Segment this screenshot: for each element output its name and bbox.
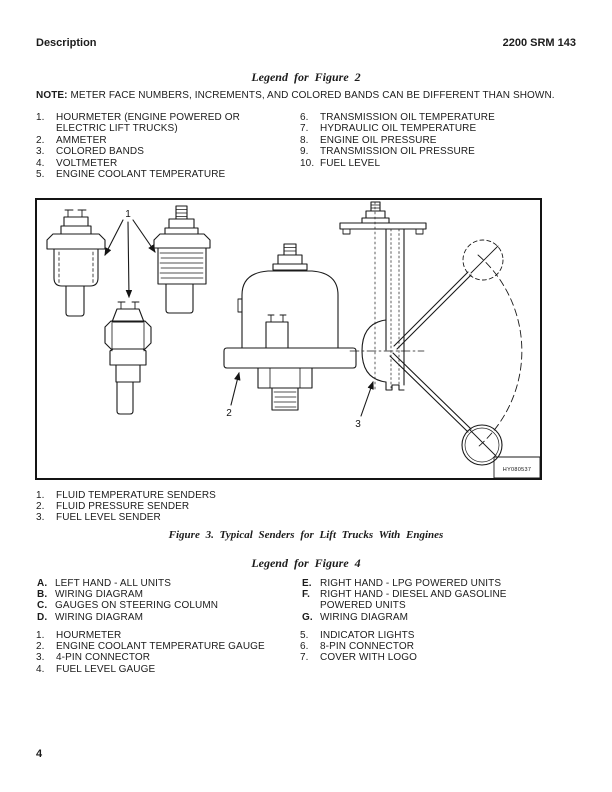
temp-sender-threaded-drawing	[154, 206, 210, 313]
temp-sender-left-drawing	[47, 210, 105, 316]
callout-3-label: 3	[355, 419, 361, 430]
note-line	[36, 90, 584, 101]
header-doc-number: 2200 SRM 143	[502, 37, 576, 49]
legend-item: A. LEFT HAND - ALL UNITS	[37, 578, 172, 589]
legend-item: 7. COVER WITH LOGO	[300, 652, 418, 664]
legend4-numbered-right	[300, 630, 530, 664]
legend-item: 3. COLORED BANDS	[36, 146, 144, 158]
legend-item: 2. AMMETER	[36, 134, 107, 146]
legend2-list-right	[300, 112, 532, 169]
page-number: 4	[36, 748, 43, 760]
legend2-title: Legend for Figure 2	[251, 70, 361, 84]
legend-item: 2. ENGINE COOLANT TEMPERATURE GAUGE	[36, 641, 265, 653]
legend-item: 5. INDICATOR LIGHTS	[300, 630, 415, 641]
legend-item: D. WIRING DIAGRAM	[37, 611, 144, 623]
legend-item: 6. 8-PIN CONNECTOR	[300, 641, 415, 653]
legend-item: 1. FLUID TEMPERATURE SENDERS	[36, 490, 216, 501]
image-code-text: HY080537	[502, 467, 532, 473]
header-section-title: Description	[36, 37, 97, 49]
callout-1-label: 1	[125, 209, 131, 220]
legend4-title: Legend for Figure 4	[251, 556, 361, 570]
legend-item: 4. FUEL LEVEL GAUGE	[36, 663, 156, 675]
legend-item: 1. HOURMETER (ENGINE POWERED OR ELECTRIC LIFT TRUCKS)	[36, 112, 240, 135]
senders-line-art	[37, 200, 540, 478]
page-header	[36, 37, 576, 49]
note-label: NOTE:	[36, 90, 68, 101]
callout-2-arrow	[231, 373, 239, 405]
legend-item: E. RIGHT HAND - LPG POWERED UNITS	[302, 578, 502, 589]
figure3-caption: Figure 3. Typical Senders for Lift Trucks With Engines	[168, 529, 444, 541]
legend-item: G. WIRING DIAGRAM	[302, 611, 409, 623]
legend4-numbered-left	[36, 630, 286, 675]
callout-3-arrow	[361, 382, 373, 416]
legend-item: C. GAUGES ON STEERING COLUMN	[37, 600, 219, 612]
note-text: METER FACE NUMBERS, INCREMENTS, AND COLORED BANDS CAN BE DIFFERENT THAN SHOWN.	[70, 90, 555, 101]
legend2-list-left	[36, 112, 257, 180]
temp-sender-center-drawing	[105, 302, 151, 414]
legend-item: 3. FUEL LEVEL SENDER	[36, 511, 161, 523]
legend-item: 8. ENGINE OIL PRESSURE	[300, 134, 437, 146]
legend-item: F. RIGHT HAND - DIESEL AND GASOLINE POWERED UNITS	[302, 589, 507, 612]
callout-2-label: 2	[226, 408, 232, 419]
legend-item: 9. TRANSMISSION OIL PRESSURE	[300, 146, 475, 158]
legend-item: 1. HOURMETER	[36, 630, 122, 641]
legend4-lettered-left	[37, 578, 277, 623]
legend-item: 5. ENGINE COOLANT TEMPERATURE	[36, 169, 226, 181]
legend-item: 4. VOLTMETER	[36, 157, 118, 169]
figure3-image	[35, 198, 542, 480]
figure3-legend-list	[36, 491, 336, 523]
pressure-sender-drawing	[224, 244, 356, 410]
legend-item: 2. FLUID PRESSURE SENDER	[36, 500, 190, 512]
legend-item: 3. 4-PIN CONNECTOR	[36, 652, 151, 664]
legend-item: 7. HYDRAULIC OIL TEMPERATURE	[300, 123, 477, 135]
legend-item: 10. FUEL LEVEL	[300, 157, 381, 169]
callout-1-arrows	[105, 220, 155, 297]
legend4-lettered-right	[302, 578, 530, 623]
fuel-level-sender-drawing	[340, 202, 522, 465]
legend-item: B. WIRING DIAGRAM	[37, 589, 144, 601]
legend-item: 6. TRANSMISSION OIL TEMPERATURE	[300, 112, 495, 123]
